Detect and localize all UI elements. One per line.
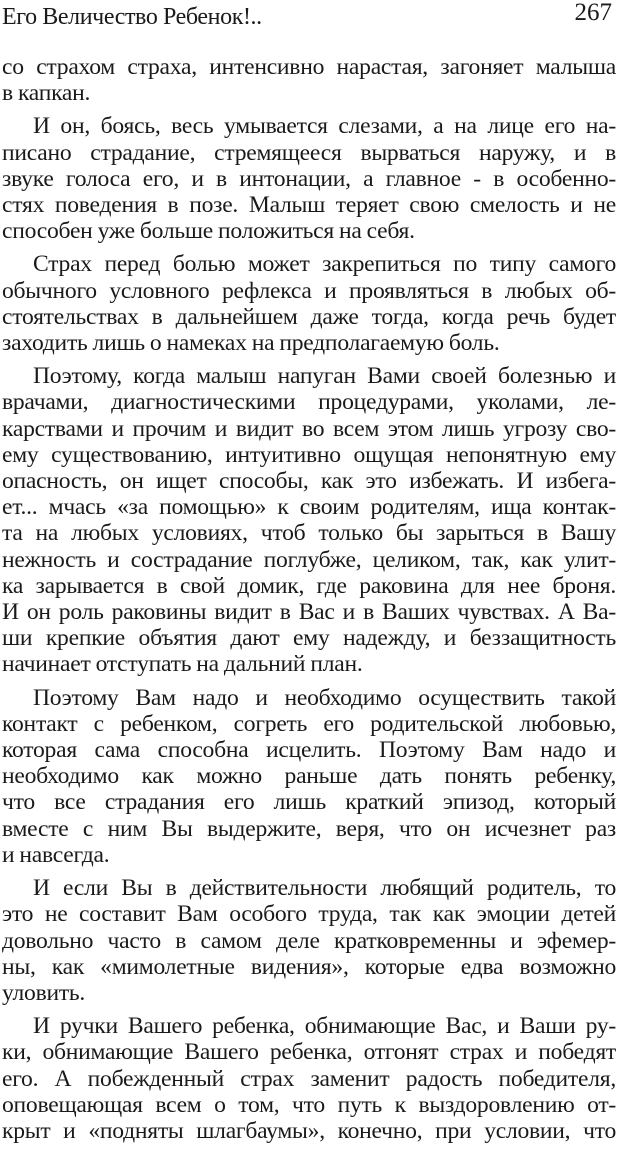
- text-line: ет... мчась «за помощью» к своим родителям, ища контак-: [2, 494, 616, 521]
- paragraph: [2, 113, 616, 244]
- text-line: что все страдания его лишь краткий эпизод, который: [2, 789, 616, 816]
- text-line: со страхом страха, интенсивно нарастая, загоняет малыша: [2, 54, 616, 80]
- text-line: врачами, диагностическими процедурами, уколами, ле-: [2, 389, 616, 416]
- page-number: 267: [574, 0, 612, 26]
- text-line: необходимо как можно раньше дать понять ребенку,: [2, 763, 616, 790]
- text-line: способен уже больше положиться на себя.: [2, 218, 415, 245]
- running-header: [2, 0, 612, 40]
- text-line: писано страдание, стремящееся вырваться наружу, и в: [2, 139, 616, 166]
- text-line: карствами и прочим и видит во всем этом лишь угрозу сво-: [2, 415, 616, 442]
- text-line: Поэтому Вам надо и необходимо осуществить такой: [33, 684, 616, 711]
- text-line: крыт и «подняты шлагбаумы», конечно, при условии, что: [2, 1117, 616, 1144]
- paragraph: [2, 251, 616, 356]
- text-line: довольно часто в самом деле кратковременны и эфемер-: [2, 927, 616, 954]
- text-line: стях поведения в позе. Малыш теряет свою смелость и не: [2, 192, 616, 219]
- text-line: это не составит Вам особого труда, так как эмоции детей: [2, 901, 616, 928]
- body-text: [2, 54, 616, 1151]
- text-line: Страх перед болью может закрепиться по типу самого: [33, 251, 616, 278]
- text-line: обычного условного рефлекса и проявляться в любых об-: [2, 277, 616, 304]
- text-line: нежность и сострадание поглубже, целиком, так, как улит-: [2, 546, 616, 573]
- text-line: звуке голоса его, и в интонации, а главное - в особенно-: [2, 165, 616, 192]
- text-line: оповещающая всем о том, что путь к выздоровлению от-: [2, 1091, 616, 1118]
- text-line: заходить лишь о намеках на предполагаемую боль.: [2, 330, 500, 357]
- paragraph: [2, 1013, 616, 1144]
- text-line: в капкан.: [2, 80, 91, 107]
- text-line: И он роль раковины видит в Вас и в Ваших чувствах. А Ва-: [2, 599, 616, 626]
- text-line: и навсегда.: [2, 841, 110, 868]
- text-line: ему существованию, интуитивно ощущая непонятную ему: [2, 441, 616, 468]
- paragraph: [2, 685, 616, 868]
- text-line: уловить.: [2, 979, 86, 1006]
- text-line: И ручки Вашего ребенка, обнимающие Вас, и Ваши ру-: [33, 1013, 616, 1040]
- text-line: вместе с ним Вы выдержите, веря, что он исчезнет раз: [2, 815, 616, 842]
- text-line: которая сама способна исцелить. Поэтому Вам надо и: [2, 737, 616, 764]
- paragraph: [2, 54, 616, 106]
- text-line: контакт с ребенком, согреть его родительской любовью,: [2, 710, 616, 737]
- text-line: опасность, он ищет способы, как это избежать. И избега-: [2, 468, 616, 495]
- text-line: ка зарывается в свой домик, где раковина для нее броня.: [2, 572, 616, 599]
- text-line: ки, обнимающие Вашего ребенка, отгонят страх и победят: [2, 1039, 616, 1066]
- text-line: ши крепкие объятия дают ему надежду, и беззащитность: [2, 625, 616, 652]
- paragraph: [2, 363, 616, 677]
- text-line: начинает отступать на дальний план.: [2, 651, 363, 678]
- text-line: стоятельствах в дальнейшем даже тогда, когда речь будет: [2, 303, 616, 330]
- running-title: Его Величество Ребенок!..: [2, 4, 262, 30]
- text-line: И если Вы в действительности любящий родитель, то: [33, 875, 616, 902]
- text-line: И он, боясь, весь умывается слезами, а на лице его на-: [33, 113, 616, 140]
- text-line: ны, как «мимолетные видения», которые едва возможно: [2, 953, 616, 980]
- text-line: его. А побежденный страх заменит радость победителя,: [2, 1065, 616, 1092]
- text-line: Поэтому, когда малыш напуган Вами своей болезнью и: [33, 363, 616, 390]
- text-line: та на любых условиях, чтоб только бы зарыться в Вашу: [2, 520, 616, 547]
- paragraph: [2, 875, 616, 1006]
